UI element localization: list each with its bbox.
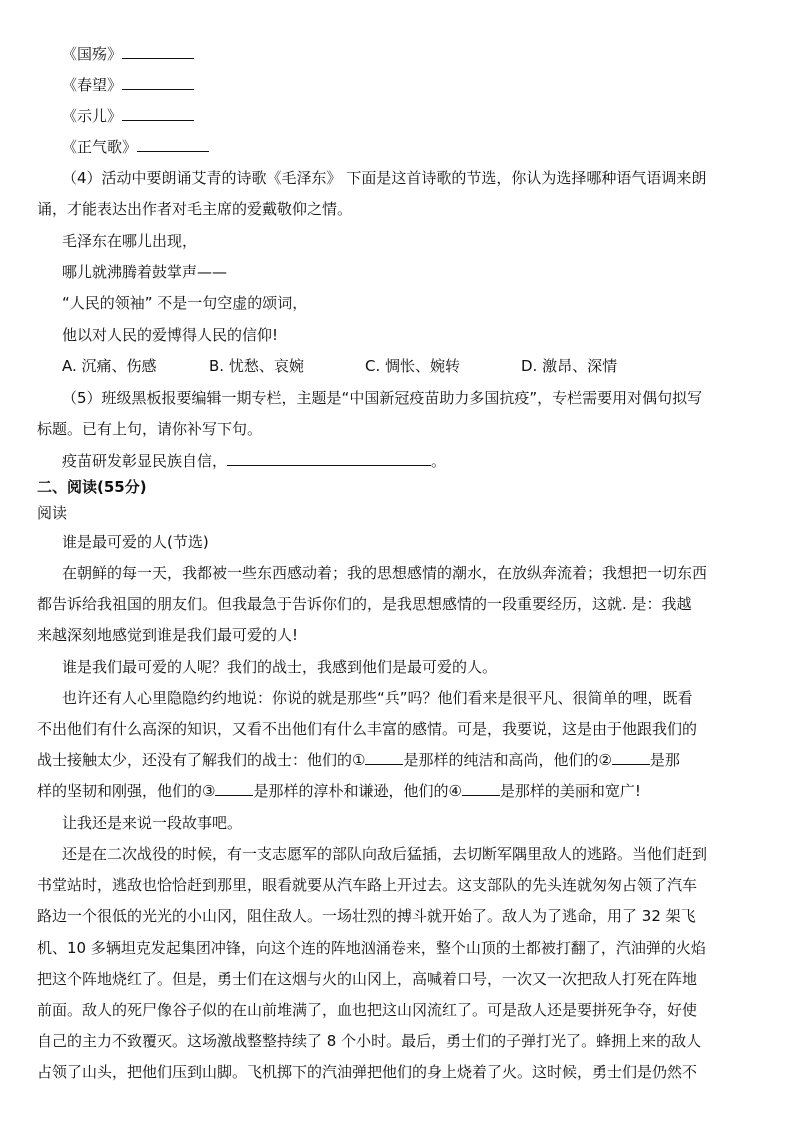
paragraph-line: 路边一个很低的光光的小山冈，阻住敌人。一场壮烈的搏斗就开始了。敌人为了逃命，用了 32 架飞: [37, 907, 696, 925]
answer-blank-4[interactable]: [462, 781, 500, 796]
text-fragment: 是那样的淳朴和谦逊，他们的④: [253, 782, 462, 800]
option-c[interactable]: C. 惆怅、婉转: [365, 357, 461, 375]
paragraph-line: 让我还是来说一段故事吧。: [62, 814, 243, 832]
q5-suffix: 。: [431, 452, 447, 470]
paragraph-line: 书堂站时，逃敌也恰恰赶到那里，眼看就要从汽车路上开过去。这支部队的先头连就匆匆占领了汽车: [37, 876, 698, 894]
poem-line: 毛泽东在哪儿出现，: [62, 232, 198, 250]
paragraph-line: 也许还有人心里隐隐约约地说：你说的就是那些“兵”吗？他们看来是很平凡、很简单的哩，既看: [62, 689, 693, 707]
answer-blank[interactable]: [122, 106, 194, 121]
poem-blank-line: [62, 75, 194, 95]
poem-title: 《国殇》: [62, 45, 123, 63]
paragraph-line: 在朝鲜的每一天，我都被一些东西感动着；我的思想感情的潮水，在放纵奔流着；我想把一切东西: [62, 564, 708, 582]
answer-blank[interactable]: [227, 451, 431, 466]
q5-answer-line: [62, 451, 446, 471]
answer-blank-3[interactable]: [215, 781, 253, 796]
answer-blank[interactable]: [122, 75, 194, 90]
article-title: 谁是最可爱的人(节选): [62, 533, 209, 551]
text-fragment: 战士接触太少，还没有了解我们的战士：他们的①: [37, 751, 366, 769]
answer-blank[interactable]: [122, 44, 194, 59]
text-fragment: 是那样的美丽和宽广!: [499, 782, 641, 800]
paragraph-line: 都告诉给我祖国的朋友们。但我最急于告诉你们的，是我思想感情的一段重要经历，这就. 是：我越: [37, 595, 692, 613]
reading-label: 阅读: [37, 504, 68, 522]
q5-text-line2: 标题。已有上句，请你补写下句。: [37, 420, 263, 438]
answer-blank[interactable]: [137, 137, 209, 152]
q4-text-line2: 诵，才能表达出作者对毛主席的爱戴敬仰之情。: [37, 200, 353, 218]
paragraph-line-with-blanks: [37, 781, 641, 801]
poem-line: “人民的领袖” 不是一句空虚的颂词，: [62, 294, 308, 312]
text-fragment: 样的坚韧和刚强，他们的③: [37, 782, 216, 800]
paragraph-line: 占领了山头，把他们压到山脚。飞机掷下的汽油弹把他们的身上烧着了火。这时候，勇士们是仍然不: [37, 1063, 698, 1081]
poem-blank-line: [62, 44, 194, 64]
option-d[interactable]: D. 激昂、深情: [521, 357, 618, 375]
paragraph-line: 把这个阵地烧红了。但是，勇士们在这烟与火的山冈上，高喊着口号，一次又一次把敌人打死在阵地: [37, 970, 698, 988]
paragraph-line-with-blanks: [37, 750, 680, 770]
poem-line: 他以对人民的爱博得人民的信仰!: [62, 326, 279, 344]
text-fragment: 是那样的纯洁和高尚，他们的②: [403, 751, 612, 769]
text-fragment: 是那: [649, 751, 680, 769]
paragraph-line: 还是在二次战役的时候，有一支志愿军的部队向敌后猛插，去切断军隅里敌人的逃路。当他们赶到: [62, 845, 708, 863]
answer-blank-1[interactable]: [365, 750, 403, 765]
paragraph-line: 前面。敌人的死尸像谷子似的在山前堆满了，血也把这山冈流红了。可是敌人还是要拼死争夺，好使: [37, 1001, 698, 1019]
paragraph-line: 机、10 多辆坦克发起集团冲锋，向这个连的阵地汹涌卷来，整个山顶的土都被打翻了，汽油弹的火焰: [37, 939, 706, 957]
q5-prefix: 疫苗研发彰显民族自信，: [62, 452, 228, 470]
poem-title: 《示儿》: [62, 107, 123, 125]
poem-title: 《春望》: [62, 76, 123, 94]
poem-blank-line: [62, 106, 194, 126]
poem-line: 哪儿就沸腾着鼓掌声——: [62, 263, 228, 281]
q4-text-line1: （4）活动中要朗诵艾青的诗歌《毛泽东》 下面是这首诗歌的节选，你认为选择哪种语气语调来朗: [62, 169, 707, 187]
paragraph-line: 自己的主力不致覆灭。这场激战整整持续了 8 个小时。最后，勇士们的子弹打光了。蜂拥上来的敌人: [37, 1032, 702, 1050]
answer-blank-2[interactable]: [612, 750, 650, 765]
option-a[interactable]: A. 沉痛、伤感: [62, 357, 157, 375]
q5-text-line1: （5）班级黑板报要编辑一期专栏，主题是“中国新冠疫苗助力多国抗疫”，专栏需要用对偶句拟写: [62, 389, 703, 407]
section-title: 二、阅读(55分): [37, 478, 147, 496]
option-b[interactable]: B. 忧愁、哀婉: [209, 357, 304, 375]
paragraph-line: 来越深刻地感觉到谁是我们最可爱的人!: [37, 626, 299, 644]
paragraph-line: 谁是我们最可爱的人呢？我们的战士，我感到他们是最可爱的人。: [62, 658, 498, 676]
poem-blank-line: [62, 137, 209, 157]
poem-title: 《正气歌》: [62, 138, 138, 156]
paragraph-line: 不出他们有什么高深的知识，又看不出他们有什么丰富的感情。可是，我要说，这是由于他跟我们的: [37, 720, 698, 738]
